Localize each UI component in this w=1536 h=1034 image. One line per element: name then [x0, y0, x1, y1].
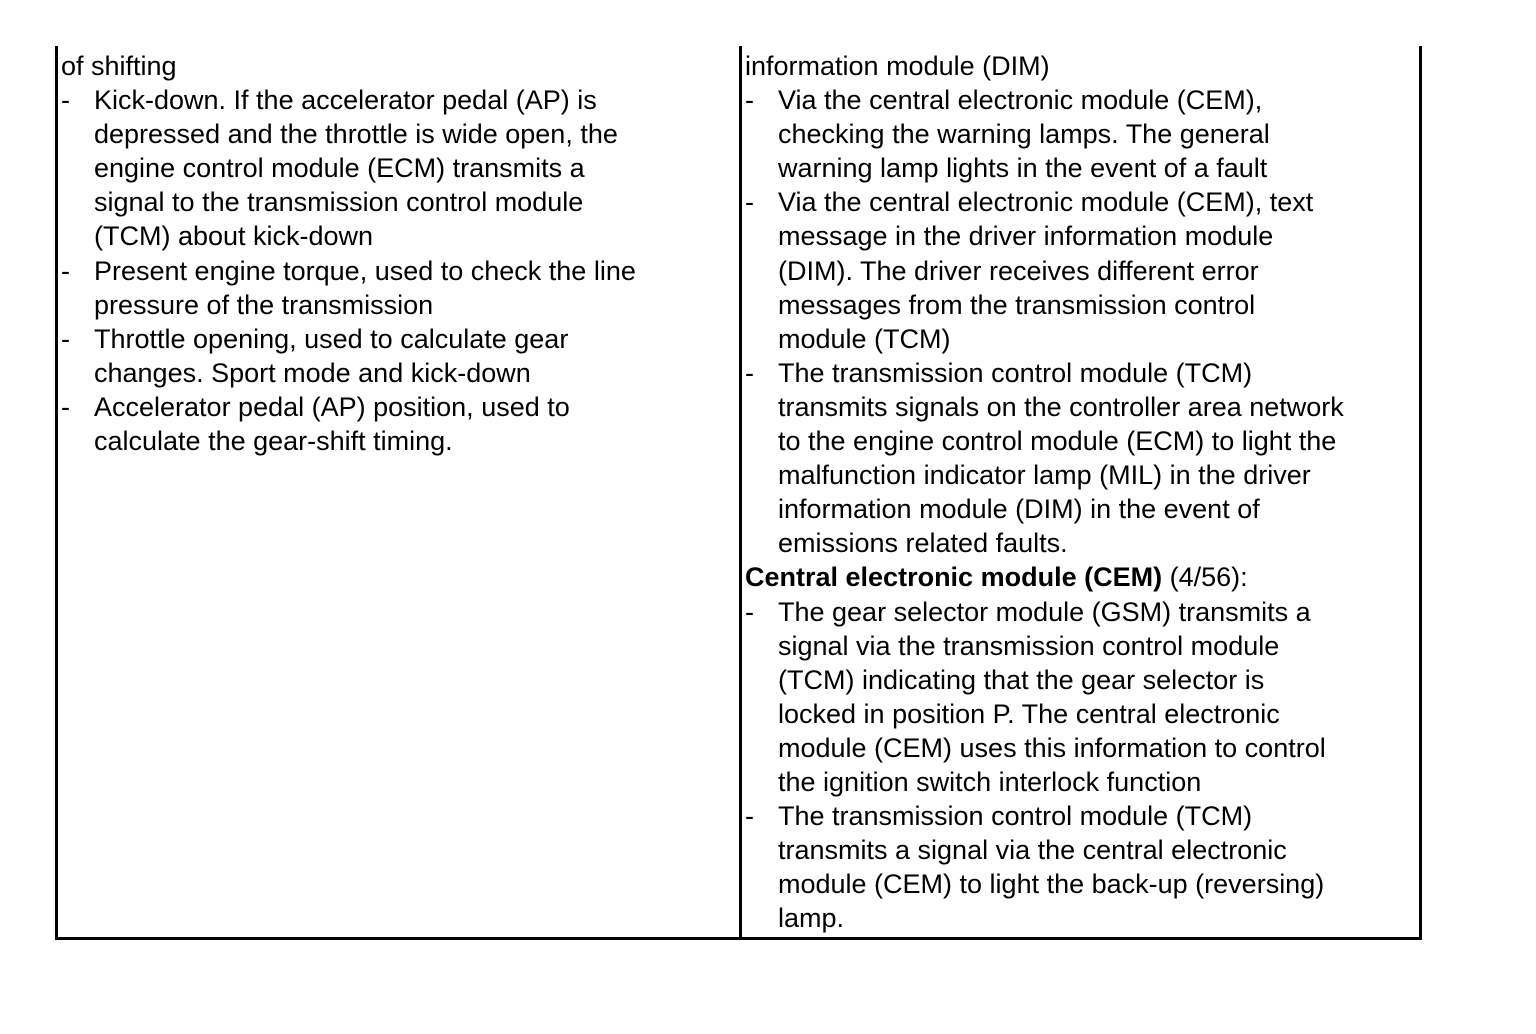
bullet-line: calculate the gear-shift timing.: [94, 426, 453, 457]
bullet-dash: -: [745, 357, 754, 388]
bullet-line: Present engine torque, used to check the line: [94, 255, 636, 286]
bullet-item: [61, 83, 733, 253]
bullet-line: transmits signals on the controller area network: [778, 391, 1344, 422]
bullet-line: the ignition switch interlock function: [778, 766, 1202, 797]
bullet-line: The gear selector module (GSM) transmits a: [778, 596, 1311, 627]
bullet-dash: -: [745, 85, 754, 116]
bullet-line: The transmission control module (TCM): [778, 801, 1253, 832]
section-heading: [745, 560, 1425, 594]
bullet-line: checking the warning lamps. The general: [778, 119, 1270, 150]
bullet-item: [61, 390, 733, 458]
bullet-line: module (TCM): [778, 323, 951, 354]
bullet-line: messages from the transmission control: [778, 289, 1256, 320]
bullet-line: message in the driver information module: [778, 221, 1274, 252]
bullet-line: information module (DIM) in the event of: [778, 494, 1260, 525]
bullet-line: Kick-down. If the accelerator pedal (AP) is: [94, 85, 597, 116]
left-column: [61, 49, 733, 458]
bullet-line: module (CEM) uses this information to control: [778, 732, 1326, 763]
left-lead-text: of shifting: [61, 51, 177, 81]
right-column: [745, 49, 1425, 935]
bullet-line: The transmission control module (TCM): [778, 357, 1253, 388]
bullet-line: engine control module (ECM) transmits a: [94, 153, 585, 184]
right-lead-text: information module (DIM): [745, 51, 1050, 81]
column-divider: [739, 46, 742, 937]
bullet-line: locked in position P. The central electronic: [778, 698, 1280, 729]
bullet-line: signal to the transmission control module: [94, 187, 584, 218]
bullet-line: (TCM) indicating that the gear selector is: [778, 664, 1265, 695]
section-heading-bold: Central electronic module (CEM): [745, 562, 1163, 593]
bullet-item: [61, 322, 733, 390]
bullet-line: malfunction indicator lamp (MIL) in the driver: [778, 460, 1311, 491]
bullet-line: (DIM). The driver receives different error: [778, 255, 1259, 286]
bullet-line: Accelerator pedal (AP) position, used to: [94, 391, 570, 422]
bullet-dash: -: [745, 801, 754, 832]
document-table: [55, 46, 1422, 940]
bullet-dash: -: [745, 596, 754, 627]
bullet-line: signal via the transmission control module: [778, 630, 1280, 661]
bullet-line: changes. Sport mode and kick-down: [94, 357, 531, 388]
bullet-item: [745, 799, 1425, 935]
bullet-dash: -: [61, 85, 70, 116]
bullet-line: Throttle opening, used to calculate gear: [94, 323, 569, 354]
bullet-item: [745, 356, 1425, 561]
bullet-dash: -: [61, 255, 70, 286]
bullet-item: [745, 185, 1425, 355]
bullet-dash: -: [61, 391, 70, 422]
bullet-line: pressure of the transmission: [94, 289, 434, 320]
bullet-line: depressed and the throttle is wide open, the: [94, 119, 618, 150]
bullet-line: Via the central electronic module (CEM), text: [778, 187, 1314, 218]
bullet-line: (TCM) about kick-down: [94, 221, 374, 252]
bullet-line: transmits a signal via the central electronic: [778, 835, 1287, 866]
bullet-line: to the engine control module (ECM) to light the: [778, 426, 1337, 457]
bullet-line: emissions related faults.: [778, 528, 1068, 559]
bullet-item: [61, 254, 733, 322]
bullet-line: module (CEM) to light the back-up (reversing): [778, 869, 1325, 900]
bullet-dash: -: [61, 323, 70, 354]
bullet-line: Via the central electronic module (CEM),: [778, 85, 1263, 116]
bullet-item: [745, 83, 1425, 185]
bullet-item: [745, 595, 1425, 800]
section-heading-suffix: (4/56):: [1162, 562, 1248, 593]
bullet-dash: -: [745, 187, 754, 218]
bullet-line: lamp.: [778, 903, 845, 934]
bullet-line: warning lamp lights in the event of a fault: [778, 153, 1268, 184]
